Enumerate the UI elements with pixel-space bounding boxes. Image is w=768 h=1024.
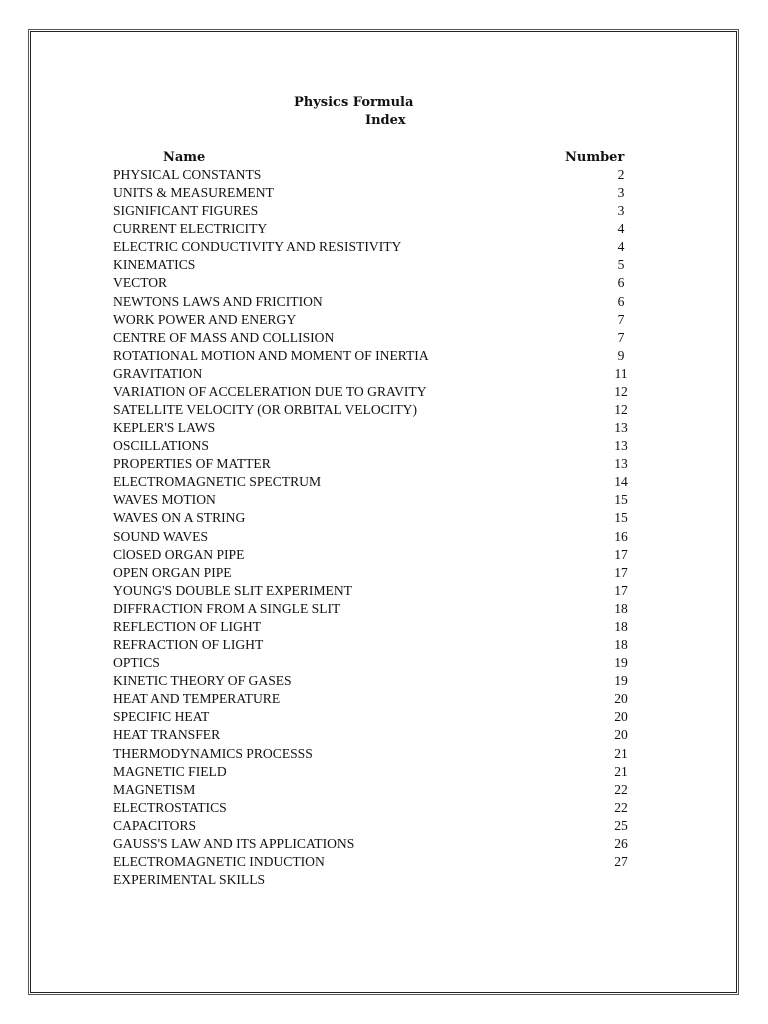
entry-name: DIFFRACTION FROM A SINGLE SLIT [113, 600, 341, 616]
index-entry [113, 618, 633, 636]
entry-name: PHYSICAL CONSTANTS [113, 167, 262, 182]
entry-name: SATELLITE VELOCITY (OR ORBITAL VELOCITY) [113, 402, 417, 418]
entry-name: CURRENT ELECTRICITY [113, 221, 268, 237]
index-entry [113, 401, 633, 419]
index-entry [113, 745, 633, 763]
entry-name: SPECIFIC HEAT [113, 709, 210, 725]
index-entry [113, 455, 633, 473]
entry-page-number: 17 [614, 582, 628, 598]
entry-page-number: 6 [617, 293, 625, 309]
entry-page-number: 15 [614, 510, 628, 526]
entry-name: CAPACITORS [113, 817, 197, 833]
entry-name: OPTICS [113, 655, 160, 671]
index-entry [113, 274, 633, 292]
entry-name: YOUNG'S DOUBLE SLIT EXPERIMENT [113, 582, 352, 598]
document-subtitle: Index [365, 113, 406, 128]
entry-name: NEWTONS LAWS AND FRICITION [113, 293, 323, 309]
entry-page-number: 13 [614, 438, 628, 454]
index-entry [113, 347, 633, 365]
entry-page-number: 5 [617, 257, 625, 273]
index-entry [113, 817, 633, 835]
entry-page-number: 18 [614, 600, 628, 616]
entry-page-number: 18 [614, 618, 628, 634]
index-entry [113, 383, 633, 401]
entry-page-number: 26 [614, 835, 628, 851]
index-entry [113, 835, 633, 853]
index-entry [113, 202, 633, 220]
index-entry [113, 781, 633, 799]
entry-name: SIGNIFICANT FIGURES [113, 203, 259, 219]
index-entry [113, 672, 633, 690]
index-entry [113, 871, 633, 889]
index-entry [113, 528, 633, 546]
entry-page-number: 17 [614, 564, 628, 580]
entry-page-number: 18 [614, 637, 628, 653]
entry-page-number: 13 [614, 456, 628, 472]
entry-page-number: 4 [617, 239, 625, 255]
index-entry [113, 636, 633, 654]
entry-page-number: 2 [617, 167, 625, 182]
entry-name: MAGNETISM [113, 781, 196, 797]
entry-name: OPEN ORGAN PIPE [113, 564, 232, 580]
entry-name: SOUND WAVES [113, 528, 209, 544]
column-header-number: Number [565, 150, 625, 165]
entry-page-number: 4 [617, 221, 625, 237]
index-entry [113, 654, 633, 672]
index-entry [113, 600, 633, 618]
index-entry [113, 437, 633, 455]
entry-page-number: 12 [614, 383, 628, 399]
entry-page-number: 21 [614, 745, 628, 761]
entry-name: ELECTROMAGNETIC SPECTRUM [113, 474, 322, 490]
index-entry [113, 184, 633, 202]
entry-page-number: 16 [614, 528, 628, 544]
entry-name: GAUSS'S LAW AND ITS APPLICATIONS [113, 835, 355, 851]
entry-name: UNITS & MEASUREMENT [113, 185, 274, 201]
index-entry [113, 582, 633, 600]
entry-name: KINETIC THEORY OF GASES [113, 673, 292, 689]
index-entry [113, 726, 633, 744]
entry-name: ClOSED ORGAN PIPE [113, 546, 245, 562]
entry-name: MAGNETIC FIELD [113, 763, 227, 779]
entry-page-number: 9 [617, 347, 625, 363]
index-entry [113, 564, 633, 582]
index-entry [113, 256, 633, 274]
index-entry [113, 546, 633, 564]
entry-name: VARIATION OF ACCELERATION DUE TO GRAVITY [113, 383, 427, 399]
entry-name: KINEMATICS [113, 257, 196, 273]
entry-name: GRAVITATION [113, 365, 203, 381]
entry-page-number: 25 [614, 817, 628, 833]
entry-name: KEPLER'S LAWS [113, 420, 216, 436]
entry-page-number: 12 [614, 402, 628, 418]
entry-name: HEAT AND TEMPERATURE [113, 691, 281, 707]
index-entry [113, 690, 633, 708]
index-entry [113, 799, 633, 817]
entry-page-number: 20 [614, 691, 628, 707]
entry-page-number: 21 [614, 763, 628, 779]
entry-page-number: 19 [614, 655, 628, 671]
entry-page-number: 11 [614, 365, 628, 381]
entry-name: ELECTROSTATICS [113, 799, 227, 815]
index-entry [113, 853, 633, 871]
index-entry [113, 763, 633, 781]
index-entry [113, 293, 633, 311]
index-entry [113, 491, 633, 509]
entry-name: PROPERTIES OF MATTER [113, 456, 271, 472]
entry-name: HEAT TRANSFER [113, 727, 221, 743]
index-entry [113, 311, 633, 329]
entry-page-number: 15 [614, 492, 628, 508]
entry-page-number: 20 [614, 709, 628, 725]
index-entry [113, 419, 633, 437]
index-entry [113, 238, 633, 256]
entry-page-number: 13 [614, 420, 628, 436]
index-list [113, 166, 633, 889]
entry-name: EXPERIMENTAL SKILLS [113, 872, 266, 888]
index-entry [113, 708, 633, 726]
entry-page-number: 22 [614, 781, 628, 797]
entry-name: CENTRE OF MASS AND COLLISION [113, 329, 335, 345]
index-entry [113, 329, 633, 347]
entry-name: WAVES MOTION [113, 492, 216, 508]
index-entry [113, 166, 633, 184]
entry-page-number: 20 [614, 727, 628, 743]
entry-page-number: 27 [614, 853, 628, 869]
index-entry [113, 473, 633, 491]
index-entry [113, 365, 633, 383]
entry-name: REFLECTION OF LIGHT [113, 618, 262, 634]
entry-name: ROTATIONAL MOTION AND MOMENT OF INERTIA [113, 347, 429, 363]
entry-page-number: 7 [617, 311, 625, 327]
document-title: Physics Formula [294, 95, 414, 110]
entry-page-number: 19 [614, 673, 628, 689]
entry-page-number: 3 [617, 203, 625, 219]
index-entry [113, 509, 633, 527]
entry-name: WAVES ON A STRING [113, 510, 246, 526]
entry-page-number: 6 [617, 275, 625, 291]
document-page [30, 31, 737, 993]
entry-name: ELECTRIC CONDUCTIVITY AND RESISTIVITY [113, 239, 402, 255]
entry-name: ELECTROMAGNETIC INDUCTION [113, 853, 325, 869]
entry-page-number: 22 [614, 799, 628, 815]
column-header-name: Name [163, 150, 206, 165]
entry-page-number: 7 [617, 329, 625, 345]
entry-name: VECTOR [113, 275, 168, 291]
entry-name: THERMODYNAMICS PROCESSS [113, 745, 313, 761]
entry-page-number: 14 [614, 474, 628, 490]
entry-page-number: 3 [617, 185, 625, 201]
index-entry [113, 220, 633, 238]
entry-name: REFRACTION OF LIGHT [113, 637, 264, 653]
entry-page-number: 17 [614, 546, 628, 562]
entry-name: WORK POWER AND ENERGY [113, 311, 297, 327]
entry-name: OSCILLATIONS [113, 438, 209, 454]
